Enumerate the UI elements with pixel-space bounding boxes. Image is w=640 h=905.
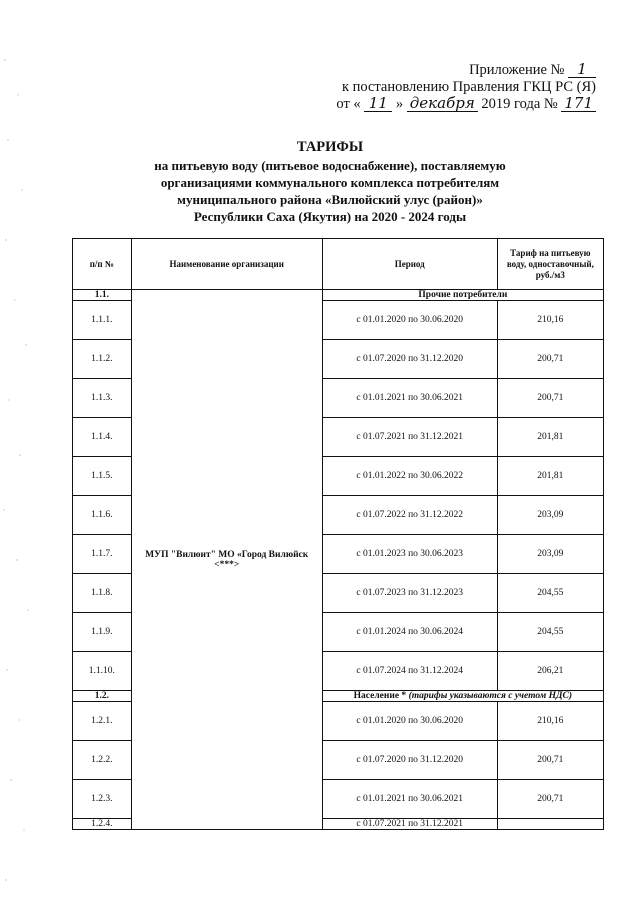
appendix-label: Приложение №	[469, 62, 565, 78]
row-tariff: 204,55	[497, 574, 603, 613]
row-period: с 01.01.2020 по 30.06.2020	[322, 702, 497, 741]
row-number: 1.1.6.	[73, 496, 132, 535]
row-tariff: 200,71	[497, 780, 603, 819]
document-title	[60, 139, 600, 225]
row-period: с 01.01.2020 по 30.06.2020	[322, 301, 497, 340]
resolution-date-line	[336, 96, 596, 113]
row-period: с 01.07.2024 по 31.12.2024	[322, 652, 497, 691]
resolution-line: к постановлению Правления ГКЦ РС (Я)	[341, 79, 596, 95]
date-prefix: от «	[336, 96, 361, 112]
row-period: с 01.07.2021 по 31.12.2021	[322, 418, 497, 457]
organization-note: <***>	[214, 559, 240, 570]
section-title	[322, 691, 603, 702]
row-tariff: 206,21	[497, 652, 603, 691]
row-period: с 01.01.2021 по 30.06.2021	[322, 780, 497, 819]
row-tariff: 201,81	[497, 457, 603, 496]
row-tariff: 210,16	[497, 702, 603, 741]
scan-margin-artifacts	[0, 0, 50, 905]
section-number: 1.1.	[73, 290, 132, 301]
row-tariff: 200,71	[497, 379, 603, 418]
title-line-1: на питьевую воду (питьевое водоснабжение), поставляемую	[154, 158, 506, 173]
row-period: с 01.07.2021 по 31.12.2021	[322, 819, 497, 830]
row-tariff: 201,81	[497, 418, 603, 457]
row-tariff	[497, 819, 603, 830]
row-tariff: 203,09	[497, 496, 603, 535]
header-tariff: Тариф на питьевую воду, одноставочный, руб./м3	[497, 239, 603, 290]
title-line-3: муниципального района «Вилюйский улус (район)»	[177, 192, 483, 207]
row-tariff: 200,71	[497, 741, 603, 780]
section-title	[322, 290, 603, 301]
section-number: 1.2.	[73, 691, 132, 702]
row-number: 1.1.8.	[73, 574, 132, 613]
row-number: 1.1.10.	[73, 652, 132, 691]
row-number: 1.1.7.	[73, 535, 132, 574]
row-period: с 01.01.2022 по 30.06.2022	[322, 457, 497, 496]
row-tariff: 203,09	[497, 535, 603, 574]
tariff-table-body	[73, 290, 604, 830]
row-period: с 01.07.2020 по 31.12.2020	[322, 741, 497, 780]
row-number: 1.1.4.	[73, 418, 132, 457]
table-header-row	[73, 239, 604, 290]
row-period: с 01.07.2023 по 31.12.2023	[322, 574, 497, 613]
header-organization: Наименование организации	[131, 239, 322, 290]
tariff-table	[72, 238, 604, 830]
row-period: с 01.07.2022 по 31.12.2022	[322, 496, 497, 535]
row-number: 1.2.4.	[73, 819, 132, 830]
row-number: 1.2.2.	[73, 741, 132, 780]
row-period: с 01.07.2020 по 31.12.2020	[322, 340, 497, 379]
section-row	[73, 290, 604, 301]
title-main: ТАРИФЫ	[296, 139, 364, 155]
organization-name: МУП "Вилюит" МО «Город Вилюйск	[145, 549, 309, 560]
row-number: 1.1.3.	[73, 379, 132, 418]
header-period: Период	[322, 239, 497, 290]
row-number: 1.2.3.	[73, 780, 132, 819]
appendix-header	[336, 62, 596, 113]
row-period: с 01.01.2024 по 30.06.2024	[322, 613, 497, 652]
row-number: 1.2.1.	[73, 702, 132, 741]
title-line-2: организациями коммунального комплекса потребителям	[160, 175, 500, 190]
date-mid: »	[395, 96, 404, 112]
organization-cell	[131, 290, 322, 830]
row-period: с 01.01.2023 по 30.06.2023	[322, 535, 497, 574]
section-title-text: Прочие потребители	[418, 290, 508, 300]
row-tariff: 200,71	[497, 340, 603, 379]
title-line-4: Республики Саха (Якутия) на 2020 - 2024 годы	[193, 209, 467, 224]
resolution-number: 171	[561, 96, 596, 112]
section-title-text: Население *	[353, 691, 409, 701]
appendix-line	[336, 62, 596, 79]
date-year: 2019 года №	[481, 96, 558, 112]
section-title-note: (тарифы указываются с учетом НДС)	[408, 691, 573, 701]
row-tariff: 210,16	[497, 301, 603, 340]
row-number: 1.1.1.	[73, 301, 132, 340]
row-period: с 01.01.2021 по 30.06.2021	[322, 379, 497, 418]
header-num: п/п №	[73, 239, 132, 290]
appendix-number: 1	[568, 62, 596, 78]
date-month: декабря	[407, 96, 478, 112]
row-number: 1.1.2.	[73, 340, 132, 379]
date-day: 11	[364, 96, 392, 112]
row-number: 1.1.9.	[73, 613, 132, 652]
row-tariff: 204,55	[497, 613, 603, 652]
row-number: 1.1.5.	[73, 457, 132, 496]
